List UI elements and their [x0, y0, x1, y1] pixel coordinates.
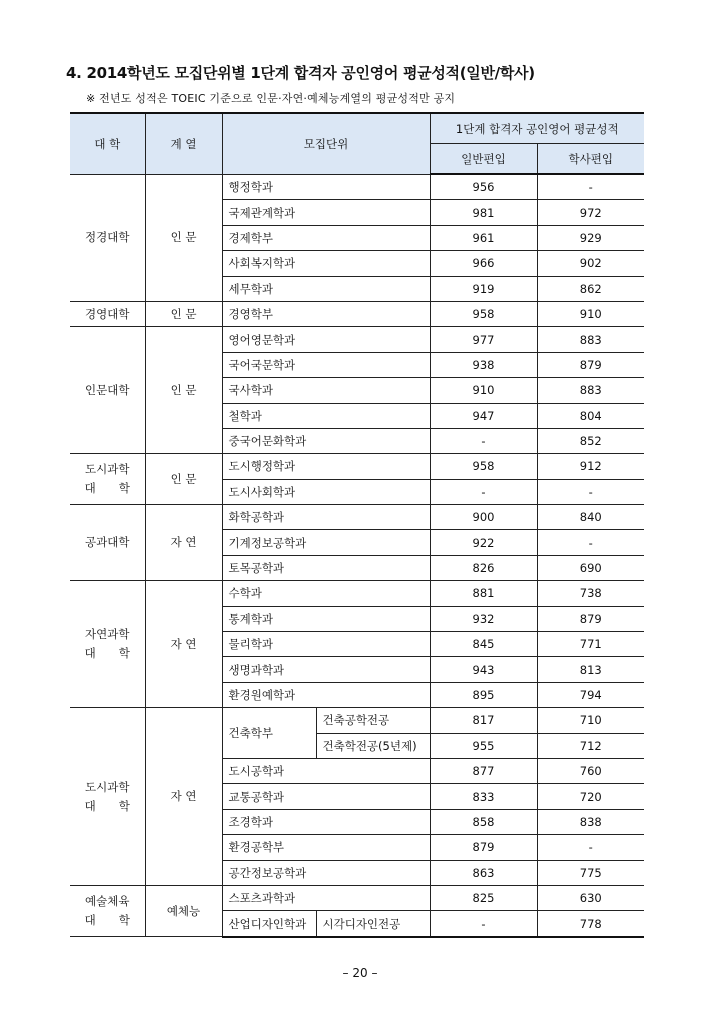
bachelor-score-cell: 862 [537, 276, 644, 301]
general-score-cell: 919 [430, 276, 537, 301]
university-cell [70, 581, 145, 708]
score-table-body [70, 174, 644, 937]
unit-cell: 환경원예학과 [222, 682, 430, 707]
general-score-cell: 958 [430, 454, 537, 479]
general-score-cell: 966 [430, 251, 537, 276]
bachelor-score-cell: 813 [537, 657, 644, 682]
table-row [70, 885, 644, 910]
unit-cell: 영어영문학과 [222, 327, 430, 352]
bachelor-score-cell: 804 [537, 403, 644, 428]
general-score-cell: 961 [430, 225, 537, 250]
unit-cell: 철학과 [222, 403, 430, 428]
unit-cell: 스포츠과학과 [222, 885, 430, 910]
unit-cell: 생명과학과 [222, 657, 430, 682]
unit-cell: 사회복지학과 [222, 251, 430, 276]
general-score-cell: - [430, 479, 537, 504]
unit-cell: 환경공학부 [222, 835, 430, 860]
field-cell: 인 문 [145, 301, 222, 326]
bachelor-score-cell: 838 [537, 809, 644, 834]
general-score-cell: 900 [430, 505, 537, 530]
general-score-cell: 826 [430, 555, 537, 580]
unit-cell: 행정학과 [222, 174, 430, 200]
general-score-cell: 955 [430, 733, 537, 758]
bachelor-score-cell: - [537, 835, 644, 860]
unit-cell: 교통공학과 [222, 784, 430, 809]
bachelor-score-cell: 778 [537, 911, 644, 937]
general-score-cell: 977 [430, 327, 537, 352]
general-score-cell: 845 [430, 632, 537, 657]
unit-cell: 수학과 [222, 581, 430, 606]
general-score-cell: - [430, 911, 537, 937]
page-number: – 20 – [342, 966, 378, 980]
university-cell [70, 505, 145, 581]
table-row [70, 327, 644, 352]
general-score-cell: 922 [430, 530, 537, 555]
unit-cell: 산업디자인학과 [222, 911, 316, 937]
university-cell [70, 174, 145, 301]
university-name-line: 대 학 [84, 913, 130, 928]
bachelor-score-cell: 720 [537, 784, 644, 809]
general-score-cell: 938 [430, 352, 537, 377]
field-cell: 자 연 [145, 581, 222, 708]
university-name-line: 예술체육 [85, 894, 130, 909]
score-table [70, 112, 644, 938]
table-row [70, 581, 644, 606]
bachelor-score-cell: 712 [537, 733, 644, 758]
university-cell [70, 327, 145, 454]
unit-cell: 건축학부 [222, 708, 316, 759]
table-row [70, 505, 644, 530]
unit-cell: 기계정보공학과 [222, 530, 430, 555]
university-name-line: 공과대학 [85, 535, 130, 550]
sub-unit-cell: 건축공학전공 [316, 708, 430, 733]
general-score-cell: 825 [430, 885, 537, 910]
general-score-cell: 943 [430, 657, 537, 682]
field-cell: 인 문 [145, 174, 222, 301]
university-name-line: 정경대학 [85, 230, 130, 245]
bachelor-score-cell: 883 [537, 327, 644, 352]
unit-cell: 화학공학과 [222, 505, 430, 530]
bachelor-score-cell: 929 [537, 225, 644, 250]
bachelor-score-cell: 794 [537, 682, 644, 707]
bachelor-score-cell: 775 [537, 860, 644, 885]
general-score-cell: - [430, 428, 537, 453]
table-row [70, 708, 644, 733]
unit-cell: 도시사회학과 [222, 479, 430, 504]
bachelor-score-cell: 883 [537, 378, 644, 403]
bachelor-score-cell: 630 [537, 885, 644, 910]
field-cell: 인 문 [145, 327, 222, 454]
field-cell: 인 문 [145, 454, 222, 505]
header-general: 일반편입 [430, 144, 537, 175]
university-cell [70, 708, 145, 886]
section-note: ※ 전년도 성적은 TOEIC 기준으로 인문·자연·예체능계열의 평균성적만 공지 [86, 92, 456, 105]
university-cell [70, 454, 145, 505]
unit-cell: 국어국문학과 [222, 352, 430, 377]
general-score-cell: 956 [430, 174, 537, 200]
general-score-cell: 910 [430, 378, 537, 403]
unit-cell: 경영학부 [222, 301, 430, 326]
header-field: 계 열 [145, 113, 222, 174]
university-name-line: 도시과학 [85, 779, 130, 794]
general-score-cell: 863 [430, 860, 537, 885]
university-name-line: 자연과학 [85, 627, 130, 642]
sub-unit-cell: 건축학전공(5년제) [316, 733, 430, 758]
bachelor-score-cell: 690 [537, 555, 644, 580]
unit-cell: 물리학과 [222, 632, 430, 657]
table-row [70, 301, 644, 326]
unit-cell: 국제관계학과 [222, 200, 430, 225]
bachelor-score-cell: 738 [537, 581, 644, 606]
header-university: 대 학 [70, 113, 145, 174]
unit-cell: 통계학과 [222, 606, 430, 631]
bachelor-score-cell: 902 [537, 251, 644, 276]
general-score-cell: 958 [430, 301, 537, 326]
university-name-line: 경영대학 [85, 306, 130, 321]
bachelor-score-cell: - [537, 479, 644, 504]
bachelor-score-cell: 771 [537, 632, 644, 657]
general-score-cell: 817 [430, 708, 537, 733]
university-name-line: 대 학 [84, 646, 130, 661]
header-score-group: 1단계 합격자 공인영어 평균성적 [430, 113, 644, 144]
unit-cell: 도시행정학과 [222, 454, 430, 479]
sub-unit-cell: 시각디자인전공 [316, 911, 430, 937]
general-score-cell: 947 [430, 403, 537, 428]
general-score-cell: 932 [430, 606, 537, 631]
field-cell: 자 연 [145, 708, 222, 886]
field-cell: 자 연 [145, 505, 222, 581]
bachelor-score-cell: 912 [537, 454, 644, 479]
header-unit: 모집단위 [222, 113, 430, 174]
unit-cell: 도시공학과 [222, 758, 430, 783]
university-name-line: 대 학 [84, 798, 130, 813]
bachelor-score-cell: 760 [537, 758, 644, 783]
bachelor-score-cell: 879 [537, 606, 644, 631]
bachelor-score-cell: 910 [537, 301, 644, 326]
general-score-cell: 981 [430, 200, 537, 225]
university-cell [70, 301, 145, 326]
general-score-cell: 881 [430, 581, 537, 606]
general-score-cell: 895 [430, 682, 537, 707]
table-row [70, 454, 644, 479]
bachelor-score-cell: - [537, 174, 644, 200]
bachelor-score-cell: 710 [537, 708, 644, 733]
unit-cell: 중국어문화학과 [222, 428, 430, 453]
unit-cell: 공간정보공학과 [222, 860, 430, 885]
university-cell [70, 885, 145, 936]
unit-cell: 조경학과 [222, 809, 430, 834]
university-name-line: 도시과학 [85, 462, 130, 477]
unit-cell: 세무학과 [222, 276, 430, 301]
section-title: 4. 2014학년도 모집단위별 1단계 합격자 공인영어 평균성적(일반/학사) [66, 64, 535, 82]
general-score-cell: 858 [430, 809, 537, 834]
unit-cell: 국사학과 [222, 378, 430, 403]
header-bachelor: 학사편입 [537, 144, 644, 175]
bachelor-score-cell: 840 [537, 505, 644, 530]
general-score-cell: 879 [430, 835, 537, 860]
general-score-cell: 877 [430, 758, 537, 783]
bachelor-score-cell: - [537, 530, 644, 555]
university-name-line: 대 학 [84, 481, 130, 496]
unit-cell: 토목공학과 [222, 555, 430, 580]
field-cell: 예체능 [145, 885, 222, 936]
bachelor-score-cell: 972 [537, 200, 644, 225]
unit-cell: 경제학부 [222, 225, 430, 250]
university-name-line: 인문대학 [85, 382, 130, 397]
table-row [70, 174, 644, 200]
bachelor-score-cell: 879 [537, 352, 644, 377]
bachelor-score-cell: 852 [537, 428, 644, 453]
general-score-cell: 833 [430, 784, 537, 809]
